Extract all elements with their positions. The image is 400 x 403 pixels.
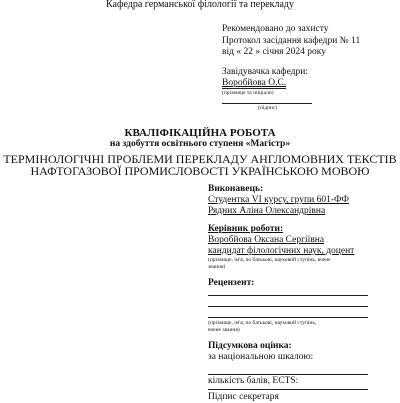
reviewer-label: Рецензент: [208,278,255,288]
reviewer-hint-2: вчене звання) [208,327,240,333]
protocol-date: від « 22 » січня 2024 року [222,47,327,57]
reviewer-line-1 [208,295,368,296]
supervisor-label: Керівник роботи: [208,224,284,234]
head-name: Воробйова О.С. [222,78,287,88]
head-name-hint: (прізвище та ініціали) [222,90,274,96]
head-name-underline [222,88,286,89]
protocol-text: Протокол засідання кафедри № 11 [222,36,361,46]
grade-national-label: за національною шкалою: [208,352,314,362]
grade-national-line [208,374,368,375]
recommended-text: Рекомендовано до захисту [222,24,329,34]
author-line-1: Студентка VI курсу, групи 601-ФФ [208,195,349,205]
topic-line-1: ТЕРМІНОЛОГІЧНІ ПРОБЛЕМИ ПЕРЕКЛАДУ АНГЛОМОВНИХ ТЕКСТІВ [3,152,397,166]
reviewer-line-3 [208,317,368,318]
signature-hint: (підпис) [258,105,278,111]
topic-line-2: НАФТОГАЗОВОЇ ПРОМИСЛОВОСТІ УКРАЇНСЬКОЮ МОВОЮ [30,164,370,178]
reviewer-hint-1: (прізвище, ім'я, по батькові, науковий ступінь, [208,320,317,326]
supervisor-line-2: кандидат філологічних наук, доцент [208,246,355,256]
department-name: Кафедра германської філології та перекладу [105,0,295,10]
supervisor-hint-2: звання) [208,264,226,270]
grade-secretary-label: Підпис секретаря [208,392,279,402]
supervisor-line-1: Воробйова Оксана Сергіївна [208,235,325,245]
author-line-2: Рядних Аліна Олександрівна [208,206,326,216]
work-title: КВАЛІФІКАЦІЙНА РОБОТА [124,127,276,139]
signature-line [222,103,312,104]
grade-points-line [208,389,368,390]
reviewer-line-2 [208,306,368,307]
grade-points-label: кількість балів, ECTS: [208,376,299,386]
author-label: Виконавець: [208,184,264,194]
work-degree: на здобуття освітнього ступеня «Магістр» [109,139,291,149]
supervisor-hint-1: (прізвище, ім'я, по батькові, науковий ступінь, вчене [208,257,331,263]
head-label: Завідувачка кафедри: [222,67,308,77]
grade-label: Підсумкова оцінка: [208,341,292,351]
